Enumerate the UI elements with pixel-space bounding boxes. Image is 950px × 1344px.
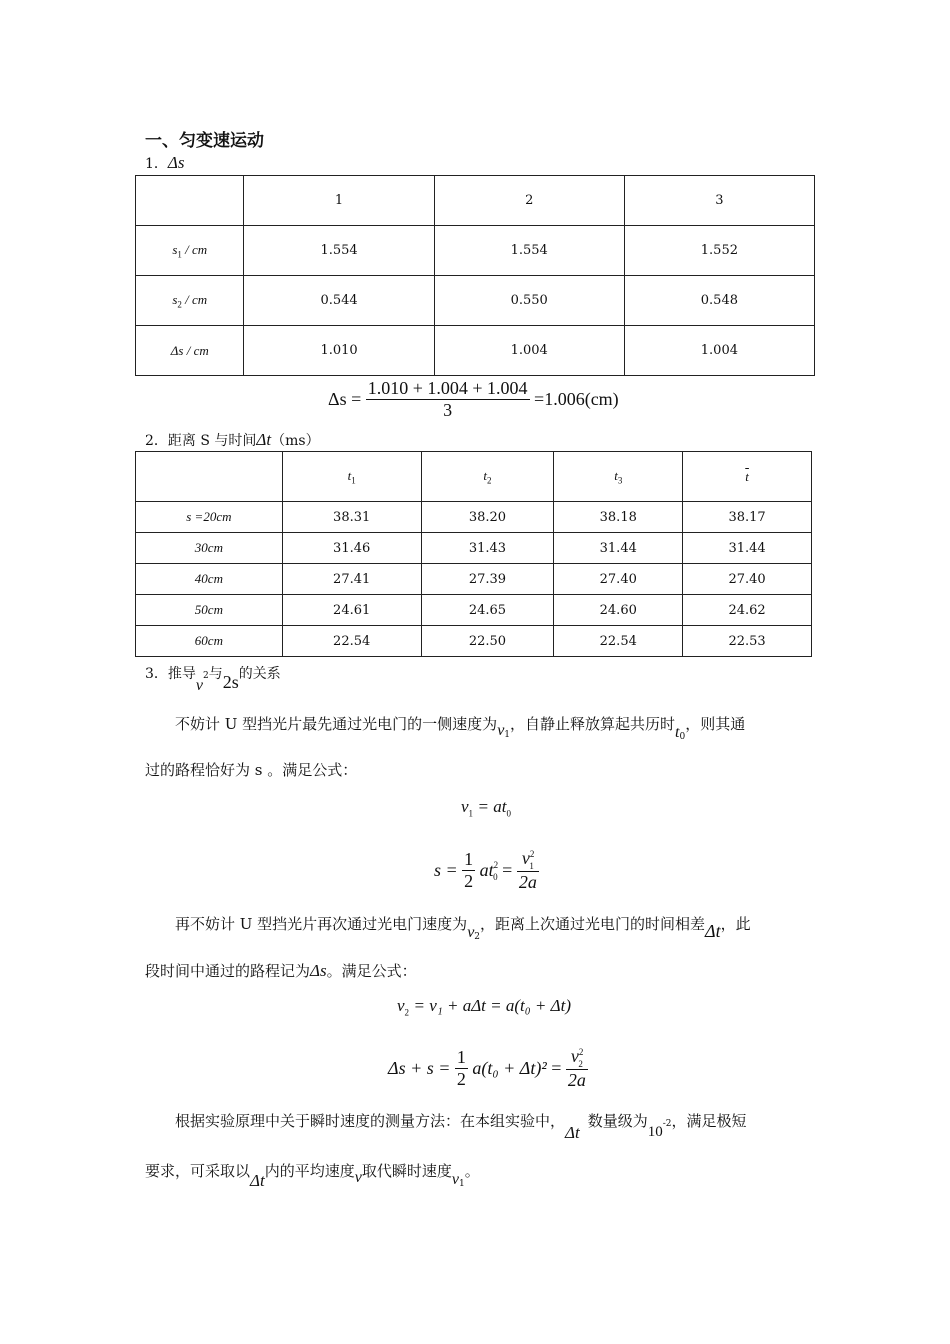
eq2-fraction: $\frac{v^2_1}{2a}$	[518, 848, 537, 892]
delta-s-average-formula	[328, 378, 619, 421]
table2-cell: 38.20	[421, 502, 554, 533]
table2-row	[136, 595, 812, 626]
table2-cell: 22.54	[554, 626, 683, 657]
paragraph-2-line-1: 再不妨计 U 型挡光片再次通过光电门速度为$v_2$，距离上次通过光电门的时间相差Δt，此	[175, 915, 751, 942]
formula1-denominator: 3	[443, 400, 453, 420]
equation-3: $v_2 = v_1 + a\Delta t = a(t_0 + \Delta t)$	[397, 996, 571, 1018]
table2-cell: 31.46	[282, 533, 421, 564]
paragraph-2-line-2: 段时间中通过的路程记为Δs。满足公式：	[145, 961, 417, 980]
formula1-lhs: Δs =	[328, 389, 362, 409]
equation-4: Δs + s = $\frac{1}{2}$ a(t₀ + Δt)² = $\frac{v^2_2}{2a}$	[388, 1046, 586, 1090]
table1-cell: 0.550	[434, 276, 624, 326]
table1-cell: 1.004	[434, 326, 624, 376]
table1-col-header: 2	[434, 176, 624, 226]
table2-corner	[136, 452, 283, 502]
part3-heading: 3．推导$v^2$与2s的关系	[145, 666, 281, 694]
table2-cell: 22.53	[683, 626, 812, 657]
table2-row	[136, 626, 812, 657]
table2-cell: 38.17	[683, 502, 812, 533]
table2-cell: 31.44	[683, 533, 812, 564]
part1-heading-symbol: Δs	[167, 153, 185, 172]
part1-heading	[145, 153, 185, 173]
table2-cell: 27.40	[683, 564, 812, 595]
table2-cell: 22.54	[282, 626, 421, 657]
delta-s-table	[135, 175, 815, 376]
table1-cell: 1.554	[244, 226, 434, 276]
table2-row-label: s =20cm	[136, 502, 283, 533]
paragraph-1-line-1: 不妨计 U 型挡光片最先通过光电门的一侧速度为$v_1$，自静止释放算起共历时$t_0$，则其通	[175, 715, 746, 742]
table2-cell: 24.61	[282, 595, 421, 626]
table2-cell: 24.62	[683, 595, 812, 626]
table2-col-header: $t_1$	[282, 452, 421, 502]
table2-col-header-mean: $\overline{t}$	[683, 452, 812, 502]
table1-row-label: $s_1$ / cm	[136, 226, 244, 276]
table2-row	[136, 564, 812, 595]
table1-row-label: Δs / cm	[136, 326, 244, 376]
eq2-half: $\frac{1}{2}$	[464, 848, 474, 891]
table2-col-header: $t_2$	[421, 452, 554, 502]
table2-row	[136, 502, 812, 533]
table1-row-label: $s_2$ / cm	[136, 276, 244, 326]
table1-header-row	[136, 176, 815, 226]
table1-cell: 1.552	[624, 226, 814, 276]
table1-corner	[136, 176, 244, 226]
table2-row-label: 50cm	[136, 595, 283, 626]
formula1-rhs: =1.006(cm)	[534, 389, 619, 409]
paragraph-1-line-2: 过的路程恰好为 s 。满足公式：	[145, 761, 358, 779]
table1-cell: 1.004	[624, 326, 814, 376]
table1-col-header: 3	[624, 176, 814, 226]
table2-row	[136, 533, 812, 564]
part1-heading-num: 1．	[145, 156, 168, 172]
table2-row-label: 30cm	[136, 533, 283, 564]
table2-cell: 24.60	[554, 595, 683, 626]
table2-cell: 27.39	[421, 564, 554, 595]
table2-cell: 22.50	[421, 626, 554, 657]
table2-cell: 38.31	[282, 502, 421, 533]
table2-cell: 27.41	[282, 564, 421, 595]
table2-cell: 31.44	[554, 533, 683, 564]
table2-cell: 38.18	[554, 502, 683, 533]
table2-row-label: 40cm	[136, 564, 283, 595]
paragraph-3-line-2: 要求，可采取以Δt内的平均速度v取代瞬时速度$v_1$。	[145, 1162, 480, 1190]
eq4-half: $\frac{1}{2}$	[456, 1046, 466, 1089]
table1-row	[136, 226, 815, 276]
table2-col-header: $t_3$	[554, 452, 683, 502]
table2-row-label: 60cm	[136, 626, 283, 657]
paragraph-3-line-1: 根据实验原理中关于瞬时速度的测量方法：在本组实验中，Δt数量级为$10^{-2}$，满足极短	[175, 1112, 747, 1142]
table1-cell: 1.010	[244, 326, 434, 376]
table1-row	[136, 276, 815, 326]
table2-cell: 31.43	[421, 533, 554, 564]
table1-cell: 0.548	[624, 276, 814, 326]
section-title: 一、匀变速运动	[145, 131, 264, 151]
eq4-fraction: $\frac{v^2_2}{2a}$	[567, 1046, 586, 1090]
table1-cell: 1.554	[434, 226, 624, 276]
formula1-fraction	[366, 378, 530, 421]
table2-header-row	[136, 452, 812, 502]
table2-cell: 27.40	[554, 564, 683, 595]
equation-1: $v_1 = at_0$	[461, 797, 511, 819]
equation-2: s = $\frac{1}{2}$ $at^2_0$ = $\frac{v^2_1}{2a}$	[434, 848, 537, 892]
formula1-numerator: 1.010 + 1.004 + 1.004	[367, 378, 528, 398]
table1-col-header: 1	[244, 176, 434, 226]
table2-cell: 24.65	[421, 595, 554, 626]
table1-cell: 0.544	[244, 276, 434, 326]
distance-time-table	[135, 451, 812, 657]
table1-row	[136, 326, 815, 376]
part2-heading: 2．距离 S 与时间Δt（ms）	[145, 430, 320, 449]
